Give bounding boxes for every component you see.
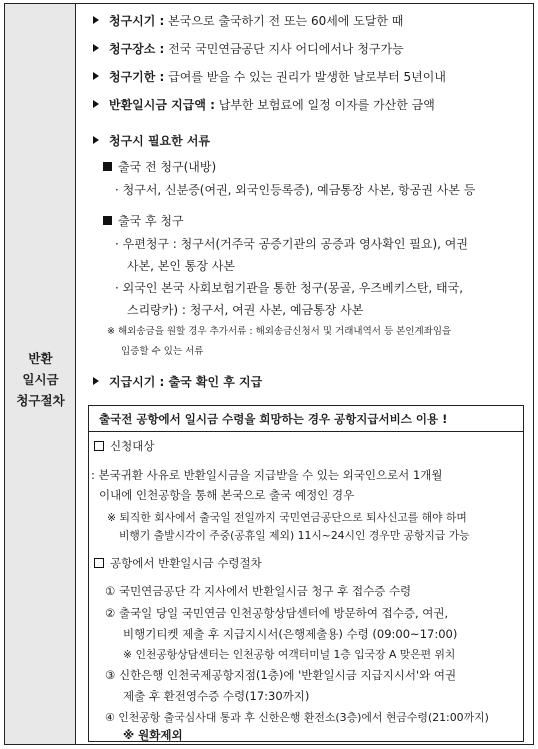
info-claim-time: [93, 13, 403, 29]
step-3-l1: ③ 신한은행 인천국제공항지점(1층)에 '반환일시금 지급지시서'와 여권: [105, 668, 457, 682]
payment-time-text: 지급시기 : 출국 확인 후 지급: [109, 375, 263, 389]
target-note-l2: 비행기 출발시각이 주중(공휴일 제외) 11시~24시인 경우만 공항지급 가능: [119, 529, 470, 542]
procedure-title-text: 공항에서 반환일시금 수령절차: [110, 556, 262, 570]
info-payment-amount: [93, 97, 435, 113]
row-header-line: 일시금: [22, 372, 59, 387]
row-header-line: 청구절차: [16, 393, 65, 408]
step-4-note: ※ 원화제외: [123, 728, 183, 742]
before-title-text: 출국 전 청구(내방): [118, 160, 217, 174]
checkbox-icon: [94, 441, 104, 451]
triangle-bullet-icon: [93, 377, 99, 385]
step-2-l1: ② 출국일 당일 국민연금 인천공항상담센터에 방문하여 접수증, 여권,: [105, 606, 449, 620]
after-item-mail-l2: 사본, 본인 통장 사본: [127, 259, 235, 273]
target-note-l1: ※ 퇴직한 회사에서 출국일 전일까지 국민연금공단으로 퇴사신고를 해야 하며: [107, 511, 467, 524]
airport-service-header-text: 출국전 공항에서 일시금 수령을 희망하는 경우 공항지급서비스 이용 !: [99, 412, 448, 426]
payment-time: [93, 374, 262, 390]
info-term: 청구시기 :: [109, 14, 165, 28]
row-header-label: [5, 348, 76, 411]
after-item-agency-l1: · 외국인 본국 사회보험기관을 통한 청구(몽골, 우즈베키스탄, 태국,: [115, 281, 464, 295]
square-bullet-icon: [103, 216, 112, 225]
info-text: 전국 국민연금공단 지사 어디에서나 청구가능: [164, 42, 404, 56]
after-title-text: 출국 후 청구: [118, 214, 184, 228]
step-3-l2: 제출 후 환전영수증 수령(17:30까지): [123, 689, 310, 703]
step-2-note: ※ 인천공항상담센터는 인천공항 여객터미널 1층 입국장 A 맞은편 위치: [123, 648, 456, 661]
triangle-bullet-icon: [93, 72, 99, 80]
target-desc-l2: 이내에 인천공항을 통해 본국으로 출국 예정인 경우: [99, 488, 355, 502]
target-title-text: 신청대상: [110, 439, 155, 453]
airport-service-box: [88, 405, 524, 742]
triangle-bullet-icon: [93, 100, 99, 108]
remittance-note-l1: ※ 해외송금을 원할 경우 추가서류 : 해외송금신청서 및 거래내역서 등 본인계좌임을: [107, 326, 452, 337]
docs-title-text: 청구시 필요한 서류: [109, 134, 211, 148]
square-bullet-icon: [103, 162, 112, 171]
step-1: ① 국민연금공단 각 지사에서 반환일시금 청구 후 접수증 수령: [105, 584, 412, 598]
after-item-agency-l2: 스리랑카) : 청구서, 여권 사본, 예금통장 사본: [127, 303, 364, 317]
procedure-title: [94, 556, 262, 571]
row-header-cell: [5, 4, 76, 744]
remittance-note-l2: 입증할 수 있는 서류: [121, 346, 204, 357]
after-departure-title: [103, 213, 184, 229]
checkbox-icon: [94, 558, 104, 568]
airport-service-header: [89, 406, 523, 432]
step-4: ④ 인천공항 출국심사대 통과 후 신한은행 환전소(3층)에서 현금수령(21:00까지): [105, 711, 489, 724]
info-text: 본국으로 출국하기 전 또는 60세에 도달한 때: [164, 14, 404, 28]
triangle-bullet-icon: [93, 16, 99, 24]
info-claim-deadline: [93, 69, 446, 85]
docs-title: [93, 133, 210, 149]
info-text: 급여를 받을 수 있는 권리가 발생한 날로부터 5년이내: [164, 70, 446, 84]
after-item-mail-l1: · 우편청구 : 청구서(거주국 공증기관의 공증과 영사확인 필요), 여권: [115, 237, 468, 251]
info-term: 청구장소 :: [109, 42, 165, 56]
before-departure-title: [103, 159, 216, 175]
target-desc-l1: : 본국귀환 사유로 반환일시금을 지급받을 수 있는 외국인으로서 1개월: [91, 468, 443, 482]
triangle-bullet-icon: [93, 44, 99, 52]
target-title: [94, 439, 154, 454]
row-header-line: 반환: [28, 351, 53, 366]
content-cell: [77, 4, 533, 744]
info-text: 납부한 보험료에 일정 이자를 가산한 금액: [214, 98, 435, 112]
before-departure-item: · 청구서, 신분증(여권, 외국인등록증), 예금통장 사본, 항공권 사본 등: [115, 183, 476, 197]
triangle-bullet-icon: [93, 136, 99, 144]
step-2-l2: 비행기티켓 제출 후 지급지시서(은행제출용) 수령 (09:00~17:00): [123, 627, 458, 641]
info-table: [4, 3, 534, 745]
info-claim-place: [93, 41, 404, 57]
info-term: 반환일시금 지급액 :: [109, 98, 215, 112]
info-term: 청구기한 :: [109, 70, 165, 84]
